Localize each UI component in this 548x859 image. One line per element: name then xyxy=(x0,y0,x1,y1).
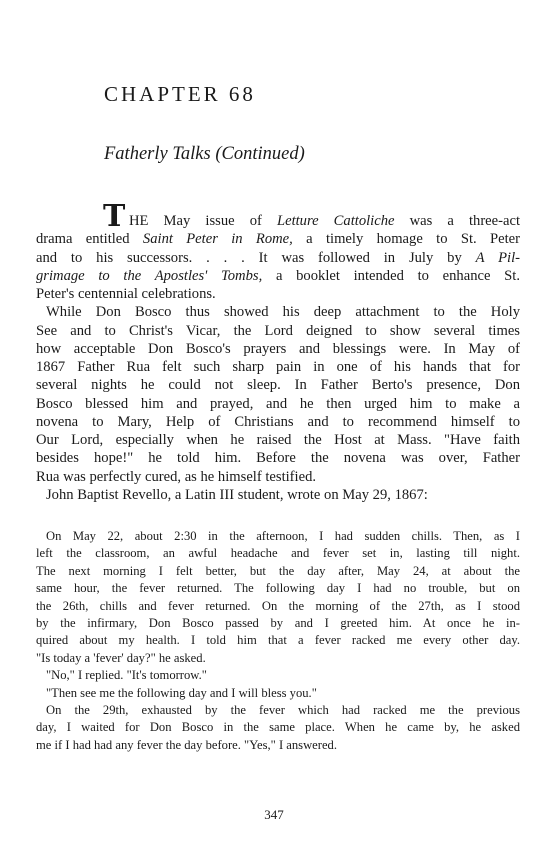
page-number: 347 xyxy=(264,807,284,822)
text-run: same hour, the fever returned. The following day I had no trouble, but on xyxy=(36,581,520,596)
text-run: the 26th, chills and fever returned. On the morning of the 27th, as I stood xyxy=(36,598,520,613)
text-run: Peter's centennial celebrations. xyxy=(36,286,216,302)
text-line xyxy=(36,340,520,358)
text-line xyxy=(36,285,520,303)
text-line xyxy=(36,598,520,615)
text-run: Letture Cattoliche xyxy=(276,213,395,229)
text-line xyxy=(36,702,520,719)
text-run: On May 22, about 2:30 in the afternoon, I had sudden chills. Then, as I xyxy=(46,529,520,543)
chapter-subtitle: Fatherly Talks (Continued) xyxy=(104,144,305,164)
text-line xyxy=(36,545,520,562)
text-run: HE May issue of xyxy=(129,213,277,229)
text-line xyxy=(36,528,520,545)
text-run: me if I had had any fever the day before. "Yes," I answered. xyxy=(36,737,337,752)
text-run: Our Lord, especially when he raised the Host at Mass. "Have faith xyxy=(36,432,520,448)
text-run: by the infirmary, Don Bosco passed by and I greeted him. At once he in- xyxy=(36,616,520,631)
text-run: and to his successors. . . . It was followed in July by xyxy=(36,249,476,266)
text-line xyxy=(36,667,520,684)
text-line xyxy=(36,267,520,285)
text-line xyxy=(36,486,520,504)
text-run: quired about my health. I told him that a fever racked me every other day. xyxy=(36,633,520,648)
text-line xyxy=(36,685,520,702)
text-line xyxy=(36,719,520,736)
text-line xyxy=(36,632,520,649)
text-run: Bosco blessed him and prayed, and he then urged him to make a xyxy=(36,395,520,412)
text-run: how acceptable Don Bosco's prayers and blessings were. In May of xyxy=(36,340,520,357)
text-line xyxy=(36,650,520,667)
text-line xyxy=(36,413,520,431)
text-run: a booklet intended to enhance St. xyxy=(262,267,520,284)
text-line xyxy=(36,431,520,449)
text-line xyxy=(36,468,520,486)
text-run: Rua was perfectly cured, as he himself testified. xyxy=(36,468,317,485)
text-run: 1867 Father Rua felt such sharp pain in one of his hands that for xyxy=(36,359,520,375)
chapter-title: CHAPTER 68 xyxy=(104,82,256,106)
text-line xyxy=(36,395,520,413)
text-line xyxy=(36,737,520,754)
text-line xyxy=(36,303,520,321)
text-run: See and to Christ's Vicar, the Lord deigned to show several times xyxy=(36,322,520,339)
text-run: grimage to the Apostles' Tombs, xyxy=(36,267,263,284)
chapter-body xyxy=(36,199,521,504)
text-run: "No," I replied. "It's tomorrow." xyxy=(46,668,207,683)
dropcap-line-text xyxy=(103,213,520,229)
text-run: The next morning I felt better, but the day after, May 24, at about the xyxy=(36,563,520,578)
text-run: besides hope!" he told him. Before the novena was over, Father xyxy=(36,450,520,467)
text-run: several nights he could not sleep. In Father Berto's presence, Don xyxy=(36,377,520,394)
text-run: A Pil- xyxy=(475,249,521,266)
text-line xyxy=(36,199,520,234)
text-run: a timely homage to St. Peter xyxy=(292,231,520,248)
text-line xyxy=(36,615,520,632)
text-run: was a three-act xyxy=(394,213,520,229)
text-run: novena to Mary, Help of Christians and to recommend himself to xyxy=(36,413,520,430)
text-line xyxy=(36,449,520,467)
text-line xyxy=(36,249,520,267)
quoted-letter xyxy=(36,528,520,754)
text-run: John Baptist Revello, a Latin III student, wrote on May 29, 1867: xyxy=(46,486,428,503)
text-line xyxy=(36,322,520,340)
text-run: "Is today a 'fever' day?" he asked. xyxy=(36,650,206,665)
text-run: drama entitled xyxy=(36,231,143,248)
text-line xyxy=(36,580,520,597)
text-run: Saint Peter in Rome, xyxy=(142,231,293,248)
text-run: left the classroom, an awful headache and fever set in, lasting till night. xyxy=(36,546,520,561)
drop-cap-letter: T xyxy=(103,199,126,234)
text-run: day, I waited for Don Bosco in the same place. When he came by, he asked xyxy=(36,720,520,735)
text-line xyxy=(36,563,520,580)
text-run: While Don Bosco thus showed his deep attachment to the Holy xyxy=(46,304,520,321)
text-run: On the 29th, exhausted by the fever which had racked me the previous xyxy=(46,703,520,718)
text-line xyxy=(36,376,520,394)
text-line xyxy=(36,358,520,376)
text-run: "Then see me the following day and I will bless you." xyxy=(46,685,317,700)
